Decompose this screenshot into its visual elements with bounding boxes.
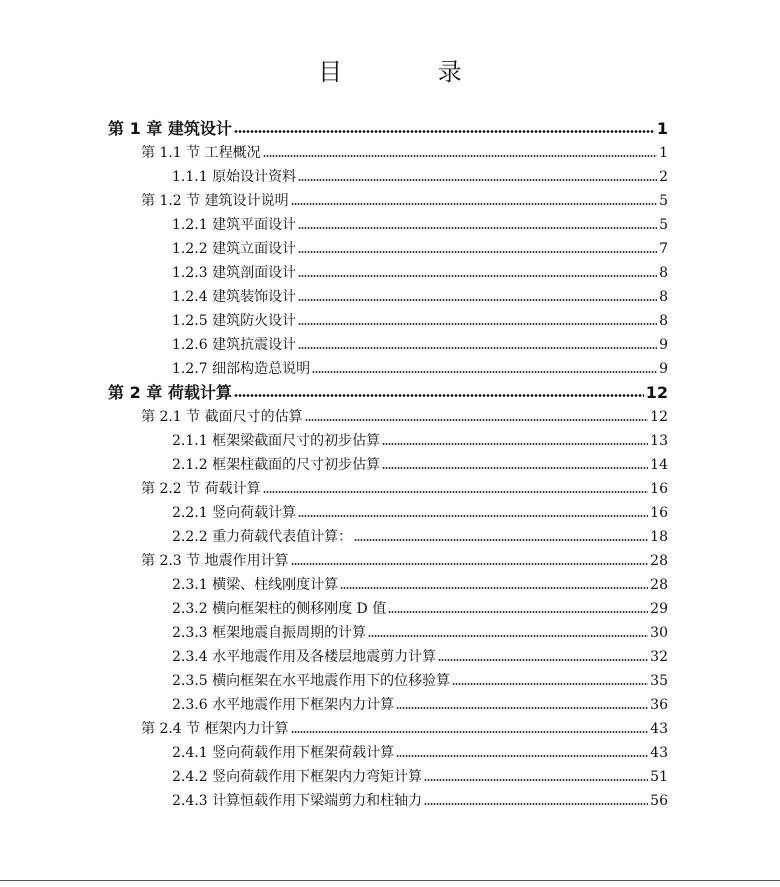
toc-entry — [141, 402, 668, 426]
dot-leader — [354, 538, 648, 542]
toc-entry-label: 第 1 章 建筑设计 — [108, 119, 232, 138]
toc-entry-page: 30 — [650, 625, 668, 641]
toc-entry-label: 2.1.2 框架柱截面的尺寸初步估算 — [172, 457, 381, 473]
toc-entry-label: 第 2 章 荷载计算 — [108, 383, 232, 402]
toc-entry-label: 1.2.2 建筑立面设计 — [172, 241, 297, 257]
dot-leader — [298, 178, 657, 182]
dot-leader — [438, 658, 648, 662]
dot-leader — [396, 754, 648, 758]
toc-entry-page: 8 — [659, 289, 668, 305]
dot-leader — [263, 490, 649, 494]
toc-entry-page: 18 — [650, 529, 668, 545]
toc-entry — [172, 762, 668, 786]
toc-entry — [172, 210, 668, 234]
toc-entry-page: 5 — [659, 217, 668, 233]
toc-entry-label: 2.3.5 横向框架在水平地震作用下的位移验算 — [172, 673, 451, 689]
toc-entry — [141, 474, 668, 498]
toc-entry-page: 56 — [650, 793, 668, 809]
toc-entry-label: 2.4.2 竖向荷载作用下框架内力弯矩计算 — [172, 769, 423, 785]
toc-entry-page: 13 — [650, 433, 668, 449]
toc-entry-label: 第 2.3 节 地震作用计算 — [141, 553, 289, 569]
toc-entry — [108, 378, 668, 402]
toc-entry-page: 14 — [650, 457, 668, 473]
toc-entry — [172, 618, 668, 642]
dot-leader — [291, 730, 649, 734]
toc-entry — [172, 570, 668, 594]
toc-entry-page: 51 — [650, 769, 668, 785]
toc-entry-label: 1.2.5 建筑防火设计 — [172, 313, 297, 329]
toc-entry-label: 2.3.2 横向框架柱的侧移刚度 D 值 — [172, 601, 387, 617]
toc-entry-label: 2.2.1 竖向荷载计算 — [172, 505, 297, 521]
toc-entry-page: 8 — [659, 265, 668, 281]
toc-entry — [108, 114, 668, 138]
dot-leader — [452, 682, 648, 686]
toc-entry — [141, 186, 668, 210]
toc-entry — [172, 450, 668, 474]
toc-entry-page: 29 — [650, 601, 668, 617]
dot-leader — [234, 129, 655, 134]
dot-leader — [382, 466, 648, 470]
toc-entry-label: 1.2.1 建筑平面设计 — [172, 217, 297, 233]
toc-entry-page: 1 — [656, 119, 668, 138]
toc-entry-label: 第 2.4 节 框架内力计算 — [141, 721, 289, 737]
toc-entry — [172, 690, 668, 714]
toc-entry-label: 第 2.2 节 荷载计算 — [141, 481, 261, 497]
toc-entry — [172, 666, 668, 690]
toc-entry — [172, 786, 668, 810]
dot-leader — [298, 514, 648, 518]
toc-entry-label: 2.4.1 竖向荷载作用下框架荷载计算 — [172, 745, 395, 761]
toc-entry — [172, 306, 668, 330]
toc-entry — [141, 714, 668, 738]
toc-entry-page: 16 — [650, 505, 668, 521]
toc-entry-label: 2.3.3 框架地震自振周期的计算 — [172, 625, 367, 641]
toc-entry-label: 1.2.7 细部构造总说明 — [172, 361, 311, 377]
dot-leader — [263, 154, 657, 158]
toc-entry-page: 5 — [659, 193, 668, 209]
dot-leader — [382, 442, 648, 446]
toc-entry — [141, 546, 668, 570]
toc-entry-page: 43 — [650, 721, 668, 737]
dot-leader — [298, 274, 657, 278]
toc-entry-page: 36 — [650, 697, 668, 713]
dot-leader — [368, 634, 648, 638]
toc-entry-label: 1.2.3 建筑剖面设计 — [172, 265, 297, 281]
toc-entry — [172, 330, 668, 354]
toc-entry-label: 2.4.3 计算恒载作用下梁端剪力和柱轴力 — [172, 793, 423, 809]
toc-entry — [172, 162, 668, 186]
toc-entry-label: 第 1.2 节 建筑设计说明 — [141, 193, 289, 209]
toc-entry-page: 12 — [650, 409, 668, 425]
toc-entry-label: 2.2.2 重力荷载代表值计算： — [172, 529, 353, 545]
toc-entry-page: 43 — [650, 745, 668, 761]
toc-entry — [172, 738, 668, 762]
toc-entry — [172, 594, 668, 618]
toc-entry — [172, 426, 668, 450]
dot-leader — [388, 610, 648, 614]
toc-entry-label: 第 2.1 节 截面尺寸的估算 — [141, 409, 303, 425]
dot-leader — [291, 562, 649, 566]
toc-entry — [141, 138, 668, 162]
dot-leader — [298, 226, 657, 230]
dot-leader — [424, 802, 648, 806]
dot-leader — [298, 250, 657, 254]
toc-entry-page: 9 — [659, 361, 668, 377]
toc-entry-label: 1.2.4 建筑装饰设计 — [172, 289, 297, 305]
dot-leader — [291, 202, 657, 206]
toc-entry-page: 12 — [645, 383, 668, 402]
toc-entry-page: 35 — [650, 673, 668, 689]
dot-leader — [396, 706, 648, 710]
dot-leader — [298, 346, 657, 350]
dot-leader — [340, 586, 648, 590]
toc-entry-page: 2 — [659, 169, 668, 185]
toc-entry-label: 2.1.1 框架梁截面尺寸的初步估算 — [172, 433, 381, 449]
toc-entry-page: 28 — [650, 553, 668, 569]
toc-entry — [172, 522, 668, 546]
toc-entry — [172, 258, 668, 282]
toc-entry-label: 1.1.1 原始设计资料 — [172, 169, 297, 185]
dot-leader — [234, 393, 644, 398]
toc-entry-label: 1.2.6 建筑抗震设计 — [172, 337, 297, 353]
toc-entry — [172, 354, 668, 378]
toc-entry-label: 第 1.1 节 工程概况 — [141, 145, 261, 161]
dot-leader — [424, 778, 648, 782]
bottom-rule — [0, 880, 780, 881]
dot-leader — [305, 418, 649, 422]
toc-entry-label: 2.3.4 水平地震作用及各楼层地震剪力计算 — [172, 649, 437, 665]
toc-entry-page: 9 — [659, 337, 668, 353]
toc-entry — [172, 498, 668, 522]
toc-entry-page: 32 — [650, 649, 668, 665]
page-title: 目 录 — [318, 58, 506, 86]
toc-entry-page: 28 — [650, 577, 668, 593]
toc-entry — [172, 642, 668, 666]
toc-entry-page: 16 — [650, 481, 668, 497]
dot-leader — [298, 298, 657, 302]
toc-entry — [172, 234, 668, 258]
toc-entry — [172, 282, 668, 306]
toc-entry-page: 8 — [659, 313, 668, 329]
dot-leader — [298, 322, 657, 326]
toc-entry-page: 7 — [659, 241, 668, 257]
toc-entry-page: 1 — [659, 145, 668, 161]
toc-entry-label: 2.3.1 横梁、柱线刚度计算 — [172, 577, 339, 593]
dot-leader — [312, 370, 657, 374]
toc-entry-label: 2.3.6 水平地震作用下框架内力计算 — [172, 697, 395, 713]
